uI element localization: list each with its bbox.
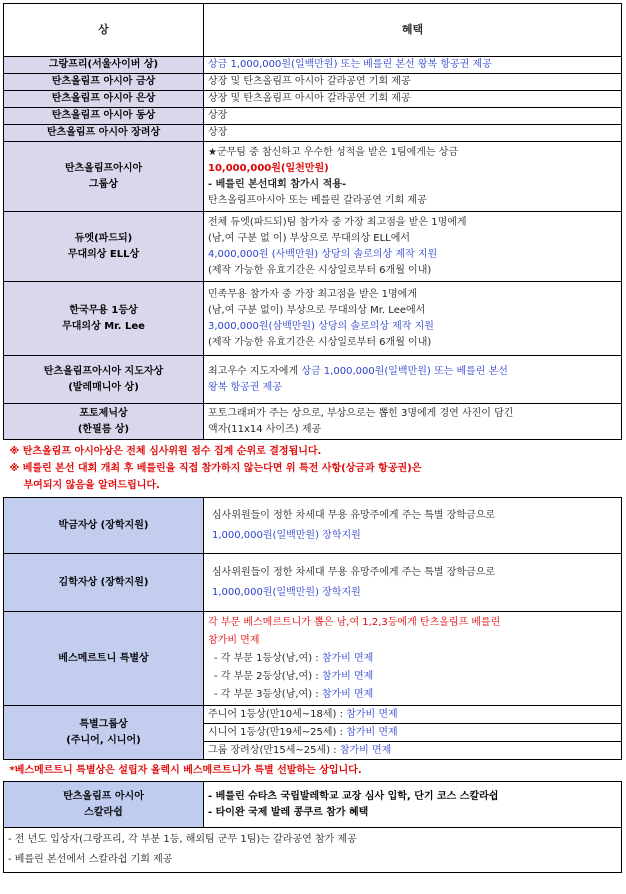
benefit-text: 최고우수 지도자에게: [208, 365, 302, 377]
benefit-line: 전체 듀엣(파드되)팀 참가자 중 가장 최고점을 받은 1명에게: [208, 216, 467, 228]
best-award-row: [4, 612, 622, 706]
photo-award-row: [4, 404, 622, 440]
list-item: [208, 686, 617, 704]
benefit-text: 시니어 1등상(만19세~25세) :: [208, 726, 347, 738]
benefit-text: 그룹 장려상(만15세~25세) :: [208, 744, 340, 756]
benefit-line: (제작 가능한 유효기간은 시상일로부터 6개월 이내): [208, 264, 432, 276]
award-benefit: [204, 498, 622, 554]
benefit-line: 각 부문 베스메르트니가 뽑은 남,여 1,2,3등에게 탄츠올림프 베를린: [208, 616, 501, 628]
label-line: 무대의상 Mr. Lee: [62, 320, 145, 332]
award-label: [4, 142, 204, 212]
award-label: [4, 212, 204, 282]
notes-row: [4, 440, 622, 498]
scholarship-row: [4, 782, 622, 828]
header-award: 상: [4, 4, 204, 57]
note-line: ※ 베를린 본선 대회 개최 후 베를린을 직접 참가하지 않는다면 위 특전 사항(상금과 항공권)은: [9, 463, 422, 474]
list-item: [204, 742, 622, 760]
award-benefit: [204, 356, 622, 404]
benefit-line: 왕복 항공권 제공: [208, 381, 282, 393]
award-label: 탄츠올림프 아시아 은상: [4, 91, 204, 108]
benefit-text: 참가비 면제: [321, 688, 374, 700]
award-benefit: [204, 404, 622, 440]
footer-row: [4, 828, 622, 873]
benefit-line: 포토그래퍼가 주는 상으로, 부상으로는 뽑힌 3명에게 경연 사진이 담긴: [208, 407, 514, 419]
benefit-line: 1,000,000원(일백만원) 장학지원: [212, 586, 361, 598]
table-row: [4, 57, 622, 74]
award-label: [4, 356, 204, 404]
benefit-line: ★군무팀 중 참신하고 우수한 성적을 받은 1팀에게는 상금: [208, 146, 459, 158]
benefit-text: 참가비 면제: [321, 652, 374, 664]
award-benefit: [204, 282, 622, 356]
award-label: 박금자상 (장학지원): [4, 498, 204, 554]
benefit-text: 참가비 면제: [339, 744, 392, 756]
benefit-text: - 각 부문 2등상(남,여) :: [214, 670, 322, 682]
duet-award-row: [4, 212, 622, 282]
table-row: [4, 91, 622, 108]
label-line: 탄츠올림프아시아: [64, 162, 143, 174]
table-row: [4, 108, 622, 125]
benefit-text: 주니어 1등상(만10세~18세) :: [208, 708, 347, 720]
note-line: ※ 탄츠올림프 아시아상은 전체 심사위원 점수 집계 순위로 결정됩니다.: [9, 446, 322, 457]
benefit-text: 상금 1,000,000원(일백만원) 또는 베를린 본선: [301, 365, 508, 377]
award-benefit: 상장: [204, 125, 622, 142]
award-benefit: [204, 612, 622, 706]
header-row: [4, 4, 622, 57]
benefit-line: 참가비 면제: [208, 634, 260, 646]
benefit-line: (남,여 구분 없 이) 부상으로 무대의상 ELL에서: [208, 232, 411, 244]
label-line: (발레매니아 상): [68, 381, 139, 393]
benefit-line: 심사위원들이 정한 차세대 무용 유망주에게 주는 특별 장학금으로: [212, 566, 496, 578]
label-line: (한필름 상): [77, 423, 130, 435]
label-line: (주니어, 시니어): [66, 734, 141, 746]
benefit-line: (남,여 구분 없이) 부상으로 무대의상 Mr. Lee에서: [208, 304, 426, 316]
awards-table: [3, 3, 622, 873]
teacher-award-row: [4, 356, 622, 404]
award-label: 그랑프리(서울사이버 상): [4, 57, 204, 74]
label-line: 듀엣(파드되): [74, 232, 133, 244]
award-benefit: 상장 및 탄츠올림프 아시아 갈라공연 기회 제공: [204, 74, 622, 91]
award-label: 탄츠올림프 아시아 동상: [4, 108, 204, 125]
award-label: 김학자상 (장학지원): [4, 554, 204, 612]
header-benefit: 혜택: [204, 4, 622, 57]
benefit-text: 참가비 면제: [346, 708, 398, 720]
award-benefit: [204, 142, 622, 212]
note-line: *베스메르트니 특별상은 설립자 올렉시 베스메르트니가 특별 선발하는 상입니다.: [4, 760, 622, 782]
park-award-row: [4, 498, 622, 554]
award-label: [4, 782, 204, 828]
table-row: [4, 74, 622, 91]
kim-award-row: [4, 554, 622, 612]
list-item: [208, 668, 617, 686]
award-benefit: 상장: [204, 108, 622, 125]
benefit-line: 액자(11x14 사이즈) 제공: [208, 423, 322, 435]
table-row: [4, 125, 622, 142]
benefit-text: - 각 부문 3등상(남,여) :: [214, 688, 322, 700]
benefit-line: - 베를린 슈타츠 국립발레학교 교장 심사 입학, 단기 코스 스칼라쉽: [208, 790, 499, 802]
label-line: 한국무용 1등상: [69, 304, 138, 316]
award-benefit: [204, 554, 622, 612]
label-line: 특별그룹상: [79, 718, 128, 730]
benefit-line: - 타이완 국제 발레 콩쿠르 참가 혜택: [208, 806, 369, 818]
award-label: 탄츠올림프 아시아 금상: [4, 74, 204, 91]
prize-amount: 10,000,000원(일천만원): [208, 162, 329, 174]
notes-row: [4, 760, 622, 782]
note-line: 부여되지 않음을 알려드립니다.: [23, 480, 160, 491]
award-benefit: 상금 1,000,000원(일백만원) 또는 베를린 본선 왕복 항공권 제공: [204, 57, 622, 74]
award-benefit: 상장 및 탄츠올림프 아시아 갈라공연 기회 제공: [204, 91, 622, 108]
list-item: [204, 706, 622, 724]
benefit-line: 탄츠올림프아시아 또는 베를린 갈라공연 기회 제공: [208, 194, 427, 206]
award-benefit: [204, 782, 622, 828]
group-award-row: [4, 142, 622, 212]
label-line: 그룹상: [89, 178, 118, 190]
special-group-row: [4, 706, 622, 724]
footer-line: - 베를린 본선에서 스칼라쉽 기회 제공: [8, 854, 173, 865]
award-label: 탄츠올림프 아시아 장려상: [4, 125, 204, 142]
benefit-text: 참가비 면제: [321, 670, 374, 682]
benefit-line: (제작 가능한 유효기간은 시상일로부터 6개월 이내): [208, 336, 432, 348]
label-line: 스칼라쉽: [84, 806, 123, 818]
award-label: [4, 282, 204, 356]
benefit-line: 민족무용 참가자 중 가장 최고점을 받은 1명에게: [208, 288, 417, 300]
benefit-line: 심사위원들이 정한 차세대 무용 유망주에게 주는 특별 장학금으로: [212, 509, 496, 521]
benefit-line: 1,000,000원(일백만원) 장학지원: [212, 529, 361, 541]
benefit-text: - 각 부문 1등상(남,여) :: [214, 652, 322, 664]
korean-award-row: [4, 282, 622, 356]
notes-block: [4, 440, 622, 498]
footer-block: [4, 828, 622, 873]
footer-line: - 전 년도 입상자(그랑프리, 각 부분 1등, 해외팀 군무 1팀)는 갈라공연 참가 제공: [8, 834, 357, 845]
award-label: [4, 706, 204, 760]
label-line: 탄츠올림프 아시아: [63, 790, 144, 802]
list-item: [204, 724, 622, 742]
award-benefit: [204, 212, 622, 282]
label-line: 포토제닉상: [79, 407, 128, 419]
benefit-line: 4,000,000원 (사백만원) 상당의 솔로의상 제작 지원: [208, 248, 438, 260]
award-label: 베스메르트니 특별상: [4, 612, 204, 706]
list-item: [208, 650, 617, 668]
benefit-line: 3,000,000원(삼백만원) 상당의 솔로의상 제작 지원: [208, 320, 434, 332]
benefit-line: - 베를린 본선대회 참가시 적용-: [208, 178, 347, 190]
label-line: 무대의상 ELL상: [67, 248, 140, 260]
award-label: [4, 404, 204, 440]
benefit-text: 참가비 면제: [346, 726, 398, 738]
label-line: 탄츠올림프아시아 지도자상: [43, 365, 164, 377]
